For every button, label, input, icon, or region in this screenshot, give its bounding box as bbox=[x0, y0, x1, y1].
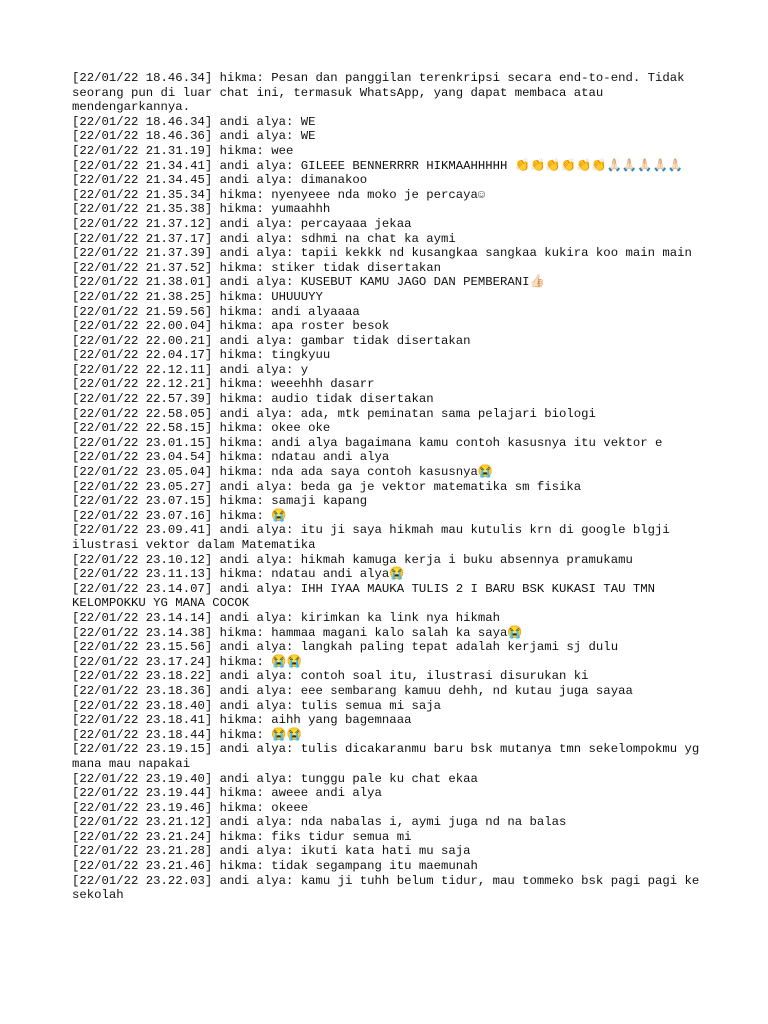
chat-line: [22/01/22 21.37.17] andi alya: sdhmi na chat ka aymi bbox=[72, 231, 456, 246]
chat-line: [22/01/22 23.22.03] andi alya: kamu ji tuhh belum tidur, mau tommeko bsk pagi pagi ke sekolah bbox=[72, 873, 707, 903]
chat-line: [22/01/22 23.15.56] andi alya: langkah paling tepat adalah kerjami sj dulu bbox=[72, 640, 619, 655]
chat-line: [22/01/22 23.18.36] andi alya: eee sembarang kamuu dehh, nd kutau juga sayaa bbox=[72, 683, 633, 698]
chat-line: [22/01/22 23.07.15] hikma: samaji kapang bbox=[72, 494, 368, 509]
chat-line: [22/01/22 23.14.14] andi alya: kirimkan ka link nya hikmah bbox=[72, 610, 501, 625]
chat-line: [22/01/22 21.31.19] hikma: wee bbox=[72, 143, 294, 158]
chat-line: [22/01/22 21.34.45] andi alya: dimanakoo bbox=[72, 173, 368, 188]
chat-line: [22/01/22 18.46.34] andi alya: WE bbox=[72, 114, 316, 129]
chat-line: [22/01/22 22.00.04] hikma: apa roster besok bbox=[72, 319, 390, 334]
chat-line: [22/01/22 18.46.36] andi alya: WE bbox=[72, 129, 316, 144]
chat-line: [22/01/22 21.59.56] hikma: andi alyaaaa bbox=[72, 304, 360, 319]
chat-line: [22/01/22 23.21.12] andi alya: nda nabalas i, aymi juga nd na balas bbox=[72, 815, 567, 830]
chat-line: [22/01/22 23.19.40] andi alya: tunggu pale ku chat ekaa bbox=[72, 771, 478, 786]
chat-line: [22/01/22 23.11.13] hikma: ndatau andi alya😭 bbox=[72, 567, 405, 582]
chat-line: [22/01/22 21.35.38] hikma: yumaahhh bbox=[72, 202, 331, 217]
chat-line: [22/01/22 21.37.39] andi alya: tapii kekkk nd kusangkaa sangkaa kukira koo main main bbox=[72, 246, 692, 261]
chat-line: [22/01/22 23.19.46] hikma: okeee bbox=[72, 800, 309, 815]
chat-line: [22/01/22 21.38.01] andi alya: KUSEBUT KAMU JAGO DAN PEMBERANI👍🏻 bbox=[72, 275, 545, 290]
chat-line: [22/01/22 23.18.44] hikma: 😭😭 bbox=[72, 727, 302, 742]
chat-line: [22/01/22 23.19.15] andi alya: tulis dicakaranmu baru bsk mutanya tmn sekelompokmu yg mana mau napakai bbox=[72, 742, 707, 771]
chat-line: [22/01/22 23.05.27] andi alya: beda ga je vektor matematika sm fisika bbox=[72, 479, 582, 494]
chat-line: [22/01/22 23.18.41] hikma: aihh yang bagemnaaa bbox=[72, 713, 412, 728]
chat-line: [22/01/22 23.10.12] andi alya: hikmah kamuga kerja i buku absennya pramukamu bbox=[72, 552, 633, 567]
chat-line: [22/01/22 22.00.21] andi alya: gambar tidak disertakan bbox=[72, 333, 471, 348]
chat-line: [22/01/22 23.21.46] hikma: tidak segampang itu maemunah bbox=[72, 859, 478, 874]
chat-line: [22/01/22 22.58.15] hikma: okee oke bbox=[72, 421, 331, 436]
chat-line: [22/01/22 22.12.21] hikma: weeehhh dasarr bbox=[72, 377, 375, 392]
chat-line: [22/01/22 21.38.25] hikma: UHUUUYY bbox=[72, 289, 323, 304]
chat-line: [22/01/22 23.05.04] hikma: nda ada saya contoh kasusnya😭 bbox=[72, 465, 494, 480]
chat-line: [22/01/22 23.17.24] hikma: 😭😭 bbox=[72, 654, 302, 669]
chat-line: [22/01/22 23.14.38] hikma: hammaa magani kalo salah ka saya😭 bbox=[72, 625, 523, 640]
chat-line: [22/01/22 23.18.40] andi alya: tulis semua mi saja bbox=[72, 698, 441, 713]
chat-line: [22/01/22 23.21.24] hikma: fiks tidur semua mi bbox=[72, 829, 412, 844]
chat-line: [22/01/22 23.18.22] andi alya: contoh soal itu, ilustrasi disurukan ki bbox=[72, 669, 589, 684]
chat-line: [22/01/22 21.37.12] andi alya: percayaaa jekaa bbox=[72, 216, 412, 231]
chat-line: [22/01/22 18.46.34] hikma: Pesan dan panggilan terenkripsi secara end-to-end. Tidak seorang pun di luar chat ini, termasuk WhatsApp, yang dapat membaca atau mendengarkannya. bbox=[72, 71, 692, 115]
chat-line: [22/01/22 23.04.54] hikma: ndatau andi alya bbox=[72, 450, 390, 465]
chat-line: [22/01/22 23.01.15] hikma: andi alya bagaimana kamu contoh kasusnya itu vektor e bbox=[72, 435, 663, 450]
chat-log bbox=[72, 71, 720, 903]
chat-line: [22/01/22 21.35.34] hikma: nyenyeee nda moko je percaya☺ bbox=[72, 187, 486, 202]
chat-line: [22/01/22 22.12.11] andi alya: y bbox=[72, 362, 309, 377]
chat-line: [22/01/22 22.04.17] hikma: tingkyuu bbox=[72, 348, 331, 363]
chat-line: [22/01/22 22.57.39] hikma: audio tidak disertakan bbox=[72, 392, 434, 407]
chat-line: [22/01/22 21.37.52] hikma: stiker tidak disertakan bbox=[72, 260, 441, 275]
chat-line: [22/01/22 23.07.16] hikma: 😭 bbox=[72, 508, 287, 523]
chat-line: [22/01/22 23.09.41] andi alya: itu ji saya hikmah mau kutulis krn di google blgji ilustrasi vektor dalam Matematika bbox=[72, 523, 678, 552]
chat-line: [22/01/22 23.14.07] andi alya: IHH IYAA MAUKA TULIS 2 I BARU BSK KUKASI TAU TMN KELOMPOKKU YG MANA COCOK bbox=[72, 581, 663, 611]
chat-line: [22/01/22 23.19.44] hikma: aweee andi alya bbox=[72, 786, 382, 801]
chat-line: [22/01/22 21.34.41] andi alya: GILEEE BENNERRRR HIKMAAHHHHH 👏👏👏👏👏👏🙏🏻🙏🏻🙏🏻🙏🏻🙏🏻 bbox=[72, 158, 684, 173]
chat-line: [22/01/22 23.21.28] andi alya: ikuti kata hati mu saja bbox=[72, 844, 471, 859]
chat-line: [22/01/22 22.58.05] andi alya: ada, mtk peminatan sama pelajari biologi bbox=[72, 406, 596, 421]
